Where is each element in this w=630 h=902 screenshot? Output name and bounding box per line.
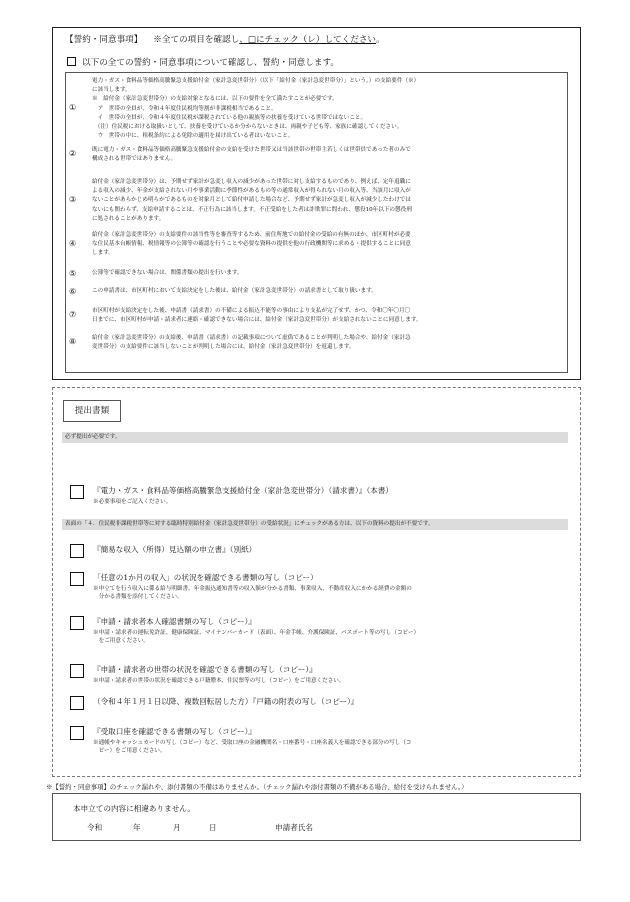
pledge-item-line: 既に電力・ガス・食料品等価格高騰緊急支援給付金の支給を受けた世帯又は当該世帯の世帯主若しくは世帯員であった者のみで: [92, 147, 411, 153]
document-note: [93, 498, 563, 506]
pledge-item-line: ないことがあらかじめ明らかであるものを対象月として給付申請した場合など、予期せず家計が急変し収入が減少したわけでは: [92, 197, 411, 204]
required-bar: 必ず提出が必要です。: [62, 432, 568, 443]
pledge-item-number: ⑦: [69, 310, 77, 320]
agree-all-checkbox[interactable]: [67, 57, 76, 66]
pledge-item-line: 給付金（家計急変世帯分）は、予期せず家計が急変し収入の減少があった世帯に対し支給するものであり、例えば、定年退職に: [92, 179, 411, 185]
pledge-item-line: 電力・ガス・食料品等価格高騰緊急支援給付金（家計急変世帯分）（以下「給付金（家計急変世帯分）」という。）の支給要件（※）: [92, 78, 420, 84]
pledge-item-line: ないにも関わらず、支給申請することは、不正行為に該当します。不正受給をした者は詐欺罪に問われ、懲役10年以下の懲役刑: [92, 206, 412, 213]
pledge-header-note-underlined: 、□にチェック（レ）してください: [239, 35, 377, 45]
document-title: 『申請・請求者の世帯の状況を確認できる書類の写し（コピー）』: [93, 665, 317, 674]
document-note: [93, 629, 563, 646]
pledge-item-number: ⑥: [69, 287, 77, 296]
pledge-item-line: 公簿等で確認できない場合は、関係書類の提出を行います。: [92, 270, 243, 276]
pledge-item-line: に該当します。: [92, 87, 131, 94]
pledge-item-line: 給付金（家計急変世帯分）の支給後、申請書（請求書）の記載事項について虚偽であることが判明した場合や、給付金（家計急: [92, 335, 411, 341]
agree-all-label: 以下の全ての誓約・同意事項について確認し、誓約・同意します。: [82, 58, 339, 68]
document-note: [93, 677, 563, 685]
conditional-bar: 表面の「４．住民税非課税世帯等に対する臨時特別給付金（家計急変世帯分）の受給状況」にチェックがある方は、以下の資料の提出が不要です。: [62, 519, 568, 530]
pledge-item-number: ②: [69, 149, 77, 159]
document-title: 『受取口座を確認できる書類の写し（コピー）』: [93, 727, 256, 736]
document-title: （令和４年１月１日以降、複数回転居した方）『戸籍の附表の写し（コピー）』: [93, 697, 359, 706]
day-label: 日: [209, 823, 217, 832]
pledge-item-line: 給付金（家計急変世帯分）の支給要件の該当性等を審査等するため、前住所地での給付金の受給の有無のほか、市区町村が必要: [92, 232, 411, 238]
document-checkbox[interactable]: [70, 726, 84, 740]
documents-label: 提出書類: [63, 400, 121, 422]
document-note: [93, 739, 563, 756]
document-checkbox[interactable]: [70, 616, 84, 630]
document-note-line: ※必要事項をご記入ください。: [93, 499, 172, 505]
pledge-item-line: ウ 世帯の中に、租税条約による免除の適用を届け出ている者はいないこと。: [92, 133, 294, 140]
pledge-item-line: 市区町村が支給決定をした後、申請書（請求書）の不備による振込不能等の事由により支払が完了せず、かつ、令和〇年〇月〇: [92, 308, 411, 314]
document-title: 「任意の1か月の収入」の状況を確認できる書類の写し（コピー）: [93, 573, 318, 582]
documents-section: [52, 387, 581, 777]
document-note-line: ※申立てを行う収入に係る給与明細書、年金振込通知書等の収入額が分かる書類、事業収入、不動産収入にかかる経費の金額の: [93, 586, 412, 592]
pledge-item-number: ⑧: [69, 337, 77, 347]
pledge-item-line: に処されることがあります。: [92, 215, 165, 222]
pledge-item-line: 日までに、市区町村が申請・請求者に連絡・確認できない場合には、給付金（家計急変世帯分）が支給されないことに同意します。: [92, 317, 422, 324]
pledge-item-number: ③: [69, 195, 77, 204]
document-checkbox[interactable]: [70, 544, 84, 558]
document-note: [93, 585, 563, 602]
pledge-item-line: 構成される世帯ではありません。: [92, 156, 177, 163]
pledge-items-box: [65, 72, 568, 373]
pledge-item-line: （注）住民税における取扱いとして、扶養を受けているか分からないときは、両親や子ども等、家族に確認してください。: [92, 124, 403, 131]
document-checkbox[interactable]: [70, 696, 84, 710]
declaration-text: 本申立ての内容に相違ありません。: [73, 804, 195, 813]
footnote: ※【誓約・同意事項】のチェック漏れや、添付書類の不備はありませんか。（チェック漏れや添付書類の不備がある場合、給付を受けられません。）: [46, 783, 468, 791]
pledge-item-line: します。: [92, 250, 114, 257]
document-title: 『電力・ガス・食料品等価格高騰緊急支援給付金（家計急変世帯分）（請求書）』（本書）: [93, 486, 393, 495]
document-note-line: ※申請・請求者の世帯の状況を確認できる戸籍謄本、住民票等の写し（コピー）をご用意ください。: [93, 678, 345, 684]
document-note-line: ※申請・請求者の運転免許証、健康保険証、マイナンバーカード（表面）、年金手帳、介護保険証、パスポート等の写し（コピー）: [93, 630, 420, 636]
document-note-line: 分かる書類を添付してください。: [93, 594, 183, 601]
document-note-line: をご用意ください。: [93, 638, 149, 645]
pledge-item-number: ①: [69, 103, 77, 113]
pledge-item-line: ※ 給付金（家計急変世帯分）の支給対象となるには、以下の要件を全て満たすことが必要です。: [92, 96, 338, 103]
pledge-item-line: よる収入の減少、年金が支給されない月や事業活動に季節性があるもの等の通常収入が得られない月の収入等、当該月に収入が: [92, 188, 411, 195]
document-checkbox[interactable]: [70, 485, 84, 499]
document-note-line: ピー）をご用意ください。: [93, 748, 166, 755]
month-label: 月: [173, 823, 181, 832]
year-label: 年: [133, 823, 141, 832]
document-checkbox[interactable]: [70, 572, 84, 586]
applicant-name-label: 申請者氏名: [275, 823, 313, 832]
era-label: 令和: [87, 823, 103, 832]
pledge-item-number: ④: [69, 238, 77, 248]
pledge-item-line: この申請書は、市区町村において支給決定をした後は、給付金（家計急変世帯分）の請求書として取り扱います。: [92, 288, 377, 294]
pledge-item-line: イ 世帯の全員が、令和４年度住民税が課税されている他の親族等の扶養を受けている世帯ではないこと。: [92, 114, 367, 121]
pledge-header-note: ※全ての項目を確認し: [153, 35, 240, 45]
pledge-header: [65, 33, 385, 45]
document-note-line: ※通帳やキャッシュカードの写し（コピー）など、受取口座の金融機関名・口座番号・口座名義人を確認できる部分の写し（コ: [93, 740, 412, 746]
pledge-header-title: 【誓約・同意事項】: [65, 35, 143, 45]
agree-all-row[interactable]: [67, 56, 339, 68]
pledge-item-number: ⑤: [69, 269, 77, 278]
document-title: 『簡易な収入（所得）見込額の申立書』（別紙）: [93, 545, 257, 554]
pledge-header-note-end: 。: [376, 35, 385, 45]
document-title: 『申請・請求者本人確認書類の写し（コピー）』: [93, 617, 256, 626]
pledge-item-line: ア 世帯の全員が、令和４年度住民税均等割が非課税相当であること。: [92, 105, 277, 112]
pledge-section: [52, 27, 581, 380]
document-checkbox[interactable]: [70, 664, 84, 678]
pledge-item-line: 変世帯分）の支給要件に該当しないことが判明した場合には、給付金（家計急変世帯分）を返還します。: [92, 344, 355, 351]
pledge-item-line: な住民基本台帳情報、税情報等の公簿等の確認を行うことや必要な資料の提供を他の行政機関等に求める・提供することに同意: [92, 241, 411, 248]
declaration-section: [52, 793, 581, 841]
